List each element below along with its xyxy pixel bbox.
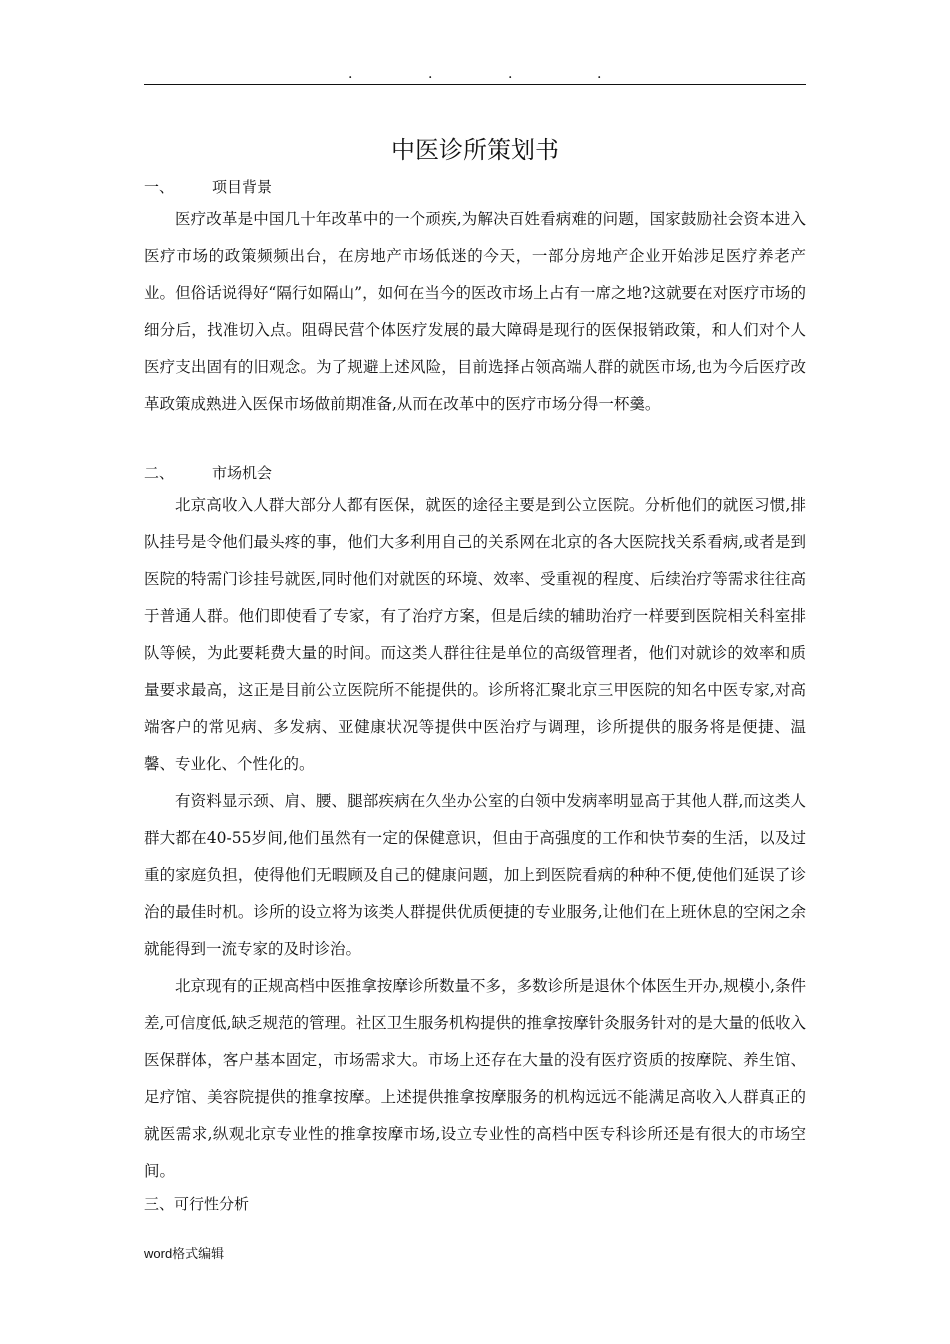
section-number: 三、 [144,1195,175,1213]
document-title: 中医诊所策划书 [391,136,559,164]
section-title: 项目背景 [212,178,273,196]
header-dot: . [508,66,513,82]
paragraph: 北京现有的正规高档中医推拿按摩诊所数量不多，多数诊所是退休个体医生开办,规模小,条件差,可信度低,缺乏规范的管理。社区卫生服务机构提供的推拿按摩针灸服务针对的是大量的低收入医保群体，客户基本固定，市场需求大。市场上还存在大量的没有医疗资质的按摩院、养生馆、足疗馆、美容院提供的推拿按摩。上述提供推拿按摩服务的机构远远不能满足高收入人群真正的就医需求,纵观北京专业性的推拿按摩市场,设立专业性的高档中医专科诊所还是有很大的市场空间。 [144,977,806,1180]
section-number: 二、 [144,464,175,482]
section-heading-1 [144,175,272,199]
paragraph: 医疗改革是中国几十年改革中的一个顽疾,为解决百姓看病难的问题，国家鼓励社会资本进入医疗市场的政策频频出台，在房地产市场低迷的今天，一部分房地产企业开始涉足医疗养老产业。但俗话说得好“隔行如隔山”，如何在当今的医改市场上占有一席之地?这就要在对医疗市场的细分后，找准切入点。阻碍民营个体医疗发展的最大障碍是现行的医保报销政策，和人们对个人医疗支出固有的旧观念。为了规避上述风险，目前选择占领高端人群的就医市场,也为今后医疗改革政策成熟进入医保市场做前期准备,从而在改革中的医疗市场分得一杯羹。 [144,210,806,413]
header-rule [144,84,806,85]
section-title: 可行性分析 [174,1195,250,1213]
section-number: 一、 [144,178,175,196]
header-dot: . [428,66,433,82]
section-heading-3 [144,1192,249,1216]
section-heading-2 [144,461,272,485]
header-dots [0,64,950,84]
paragraph: 北京高收入人群大部分人都有医保，就医的途径主要是到公立医院。分析他们的就医习惯,排队挂号是令他们最头疼的事，他们大多利用自己的关系网在北京的各大医院找关系看病,或者是到医院的特需门诊挂号就医,同时他们对就医的环境、效率、受重视的程度、后续治疗等需求往往高于普通人群。他们即使看了专家，有了治疗方案，但是后续的辅助治疗一样要到医院相关科室排队等候，为此要耗费大量的时间。而这类人群往往是单位的高级管理者，他们对就诊的效率和质量要求最高，这正是目前公立医院所不能提供的。诊所将汇聚北京三甲医院的知名中医专家,对高端客户的常见病、多发病、亚健康状况等提供中医治疗与调理，诊所提供的服务将是便捷、温馨、专业化、个性化的。 [144,496,806,773]
footer-note: word格式编辑 [144,1246,225,1261]
paragraph: 有资料显示颈、肩、腰、腿部疾病在久坐办公室的白领中发病率明显高于其他人群,而这类人群大都在40-55岁间,他们虽然有一定的保健意识，但由于高强度的工作和快节奏的生活，以及过重的家庭负担，使得他们无暇顾及自己的健康问题，加上到医院看病的种种不便,使他们延误了诊治的最佳时机。诊所的设立将为该类人群提供优质便捷的专业服务,让他们在上班休息的空闲之余就能得到一流专家的及时诊治。 [144,792,806,958]
section-title: 市场机会 [212,464,273,482]
header-dot: . [597,66,602,82]
header-dot: . [348,66,353,82]
